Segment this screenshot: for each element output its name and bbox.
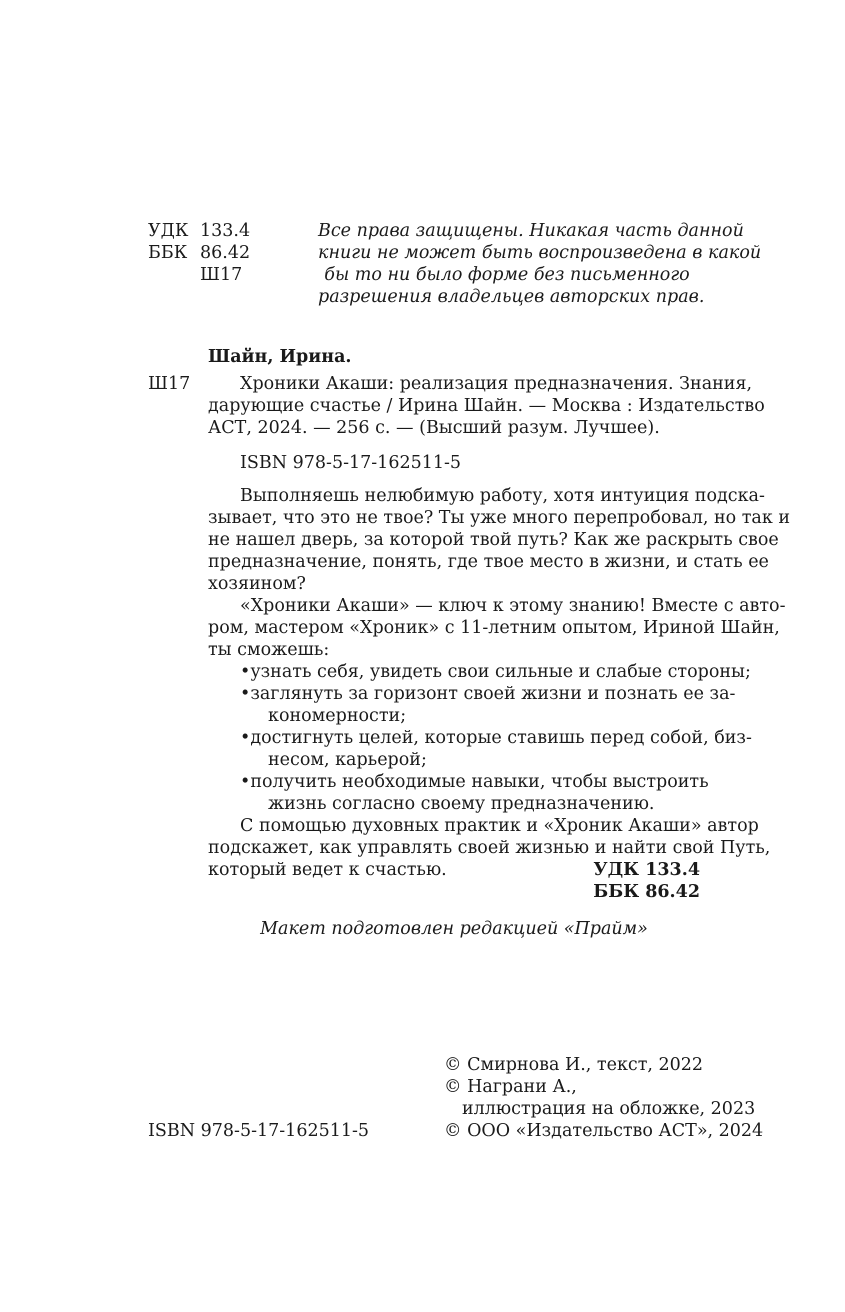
annotation-line: С помощью духовных практик и «Хроник Акаши» автор [240,816,759,836]
bullet-text: получить необходимые навыки, чтобы выстроить [250,772,709,792]
bullet-item-continuation [208,749,708,771]
bbk-label: ББК [148,243,188,263]
udk-code: УДК 133.4 [593,860,700,880]
annotation-line: ром, мастером «Хроник» с 11-летним опытом, Ириной Шайн, [208,618,780,638]
bullet-item-continuation [208,705,708,727]
catalog-code: Ш17 [148,374,191,394]
isbn: ISBN 978-5-17-162511-5 [240,453,462,473]
annotation-line: «Хроники Акаши» — ключ к этому знанию! Вместе с авто- [240,596,786,616]
bullet-icon: • [240,728,251,748]
copyright-block [444,1054,763,1142]
copyright-line: © Смирнова И., текст, 2022 [444,1055,704,1075]
annotation [208,485,790,881]
annotation-line: предназначение, понять, где твое место в жизни, и стать ее [208,552,769,572]
classification-codes-bottom [500,859,700,903]
rights-notice-line: Все права защищены. Никакая часть данной [318,221,744,241]
bbk-value: 86.42 [200,243,251,263]
bbk-code: ББК 86.42 [593,882,700,902]
bullet-item [208,661,751,683]
rights-notice-line: разрешения владельцев авторских прав. [318,287,705,307]
annotation-line: зывает, что это не твое? Ты уже много перепробовал, но так и [208,508,790,528]
bullet-text: жизнь согласно своему предназначению. [268,794,655,814]
udk-value: 133.4 [200,221,251,241]
rights-notice [318,220,762,308]
bullet-text: несом, карьерой; [268,750,427,770]
bullet-icon: • [240,684,251,704]
annotation-line: ты сможешь: [208,640,330,660]
copyright-line: иллюстрация на обложке, 2023 [462,1099,756,1119]
biblio-line: Хроники Акаши: реализация предназначения. Знания, [240,374,753,394]
bullet-text: узнать себя, увидеть свои сильные и слабые стороны; [250,662,751,682]
bullet-icon: • [240,772,251,792]
udk-label: УДК [148,221,189,241]
bullet-text: заглянуть за горизонт своей жизни и познать ее за- [250,684,736,704]
annotation-line: Выполняешь нелюбимую работу, хотя интуиция подска- [240,486,765,506]
rights-notice-line: бы то ни было форме без письменного [324,265,690,285]
rights-notice-line: книги не может быть воспроизведена в какой [318,243,762,263]
annotation-line: не нашел дверь, за которой твой путь? Как же раскрыть свое [208,530,779,550]
annotation-line: подскажет, как управлять своей жизнью и найти свой Путь, [208,838,771,858]
bullet-item [208,771,708,793]
copyright-line: © Награни А., [444,1077,577,1097]
biblio-line: дарующие счастье / Ирина Шайн. — Москва : Издательство [208,396,765,416]
bullet-icon: • [240,662,251,682]
classification-codes [148,220,250,286]
bullet-text: кономерности; [268,706,407,726]
biblio-line: АСТ, 2024. — 256 с. — (Высший разум. Лучшее). [208,418,660,438]
bullet-item [208,683,736,705]
bullet-item-continuation [208,793,708,815]
layout-note: Макет подготовлен редакцией «Прайм» [260,919,648,939]
annotation-line: хозяином? [208,574,306,594]
isbn-bottom: ISBN 978-5-17-162511-5 [148,1121,370,1141]
bullet-text: достигнуть целей, которые ставишь перед собой, биз- [250,728,752,748]
bibliographic-description [208,373,765,439]
author-heading: Шайн, Ирина. [208,347,352,367]
bullet-item [208,727,752,749]
shifr-code: Ш17 [200,265,243,285]
copyright-line: © ООО «Издательство АСТ», 2024 [444,1121,764,1141]
annotation-line: который ведет к счастью. [208,860,447,880]
